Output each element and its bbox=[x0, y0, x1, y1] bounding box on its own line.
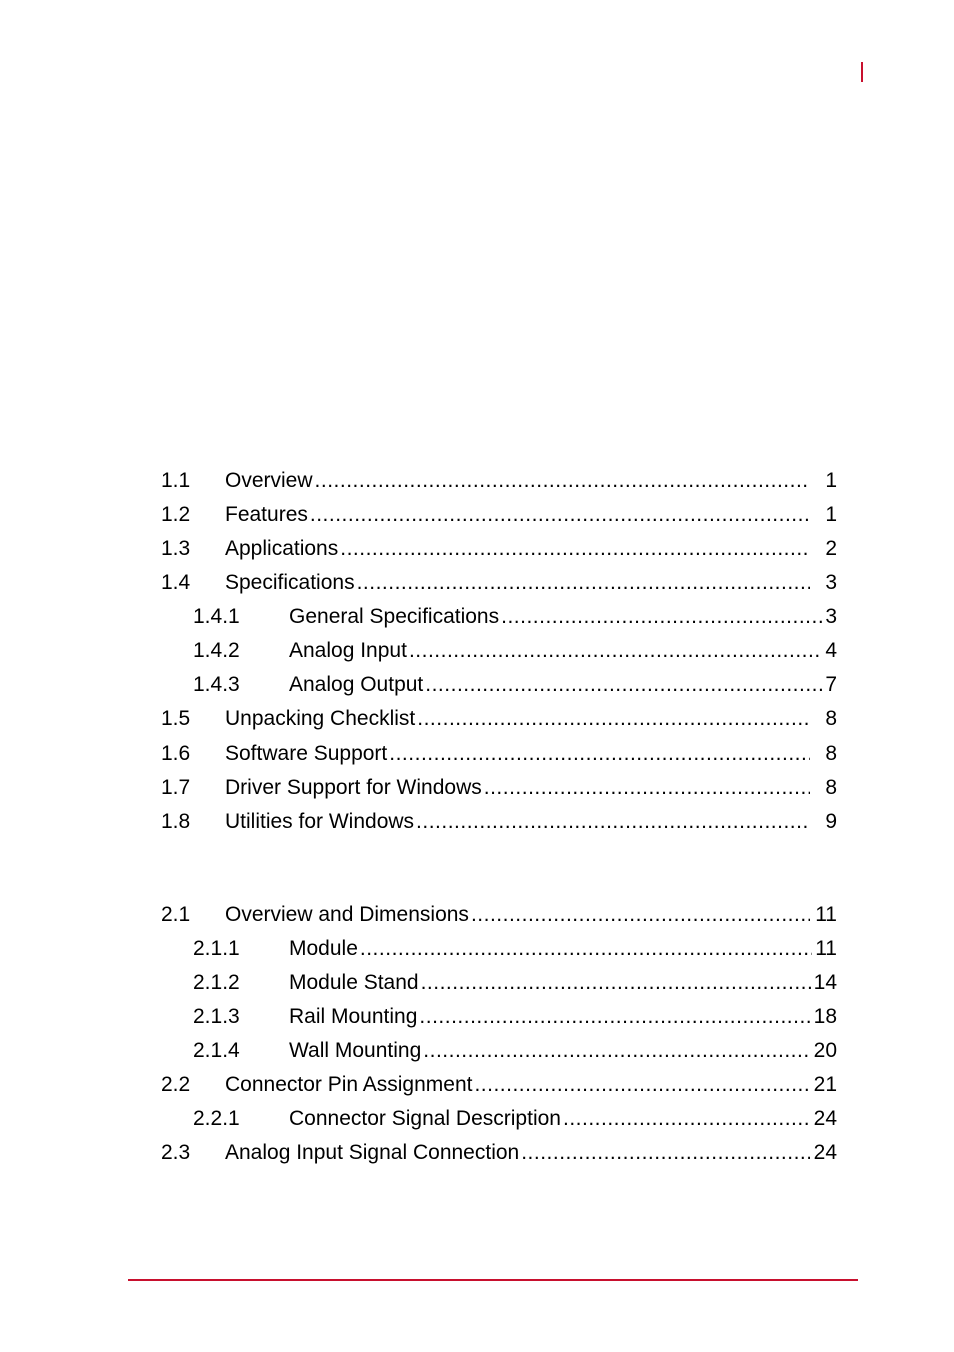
toc-section-number: 1.1 bbox=[161, 469, 191, 492]
toc-dot-leader bbox=[521, 1138, 810, 1168]
toc-page-number: 1 bbox=[825, 469, 837, 492]
toc-dot-leader bbox=[417, 704, 810, 734]
toc-section-title: Utilities for Windows bbox=[225, 810, 415, 833]
toc-section-number: 1.3 bbox=[161, 537, 191, 560]
toc-dot-leader bbox=[421, 968, 811, 998]
toc-entry[interactable] bbox=[161, 534, 837, 564]
toc-dot-leader bbox=[563, 1104, 811, 1134]
toc-dot-leader bbox=[419, 1002, 810, 1032]
toc-dot-leader bbox=[357, 568, 810, 598]
toc-dot-leader bbox=[425, 670, 822, 700]
toc-section-number: 2.1.1 bbox=[193, 937, 240, 960]
toc-dot-leader bbox=[409, 636, 822, 666]
toc-entry[interactable] bbox=[193, 934, 837, 964]
toc-section-title: Analog Input Signal Connection bbox=[225, 1141, 520, 1164]
toc-entry[interactable] bbox=[161, 739, 837, 769]
toc-section-title: Overview bbox=[225, 469, 313, 492]
toc-section-number: 1.4.2 bbox=[193, 639, 240, 662]
toc-page-number: 7 bbox=[825, 673, 837, 696]
toc-entry[interactable] bbox=[161, 807, 837, 837]
toc-section-title: Unpacking Checklist bbox=[225, 707, 416, 730]
toc-entry[interactable] bbox=[161, 1070, 837, 1100]
toc-entry[interactable] bbox=[193, 968, 837, 998]
toc-dot-leader bbox=[416, 807, 810, 837]
toc-dot-leader bbox=[423, 1036, 810, 1066]
toc-section-title: Module Stand bbox=[289, 971, 419, 994]
toc-dot-leader bbox=[389, 739, 810, 769]
toc-section-title: Connector Pin Assignment bbox=[225, 1073, 473, 1096]
toc-entry[interactable] bbox=[161, 568, 837, 598]
toc-dot-leader bbox=[340, 534, 810, 564]
toc-section-number: 1.4.3 bbox=[193, 673, 240, 696]
toc-section-title: Applications bbox=[225, 537, 339, 560]
toc-entry[interactable] bbox=[193, 602, 837, 632]
toc-section-number: 2.2.1 bbox=[193, 1107, 240, 1130]
toc-entry[interactable] bbox=[193, 670, 837, 700]
toc-dot-leader bbox=[310, 500, 810, 530]
toc-entry[interactable] bbox=[161, 466, 837, 496]
toc-entry[interactable] bbox=[161, 900, 837, 930]
toc-section-title: Driver Support for Windows bbox=[225, 776, 482, 799]
toc-page-number: 8 bbox=[825, 776, 837, 799]
toc-dot-leader bbox=[360, 934, 812, 964]
toc-section-title: Specifications bbox=[225, 571, 355, 594]
toc-section-number: 1.6 bbox=[161, 742, 191, 765]
toc-page-number: 9 bbox=[825, 810, 837, 833]
toc-section-title: Software Support bbox=[225, 742, 388, 765]
toc-page-number: 3 bbox=[825, 605, 837, 628]
toc-section-title: Overview and Dimensions bbox=[225, 903, 469, 926]
toc-page-number: 4 bbox=[825, 639, 837, 662]
toc-section-title: General Specifications bbox=[289, 605, 500, 628]
toc-section-number: 1.4.1 bbox=[193, 605, 240, 628]
toc-dot-leader bbox=[315, 466, 810, 496]
toc-page-number: 3 bbox=[825, 571, 837, 594]
toc-entry[interactable] bbox=[193, 1104, 837, 1134]
toc-page-number: 24 bbox=[813, 1141, 837, 1164]
toc-section-number: 1.7 bbox=[161, 776, 191, 799]
toc-section-title: Rail Mounting bbox=[289, 1005, 418, 1028]
toc-entry[interactable] bbox=[161, 704, 837, 734]
toc-page-number: 8 bbox=[825, 742, 837, 765]
toc-section-title: Module bbox=[289, 937, 358, 960]
toc-section-title: Analog Output bbox=[289, 673, 424, 696]
toc-entry[interactable] bbox=[161, 500, 837, 530]
toc-section-number: 2.2 bbox=[161, 1073, 191, 1096]
toc-page-number: 1 bbox=[825, 503, 837, 526]
toc-dot-leader bbox=[471, 900, 810, 930]
toc-section-number: 2.3 bbox=[161, 1141, 191, 1164]
toc-entry[interactable] bbox=[161, 773, 837, 803]
toc-entry[interactable] bbox=[193, 636, 837, 666]
toc-section-number: 2.1.3 bbox=[193, 1005, 240, 1028]
toc-page-number: 11 bbox=[815, 903, 837, 926]
toc-section-title: Features bbox=[225, 503, 308, 526]
toc-section-number: 1.2 bbox=[161, 503, 191, 526]
toc-page-number: 18 bbox=[813, 1005, 837, 1028]
toc-section-number: 1.5 bbox=[161, 707, 191, 730]
toc-section-number: 1.4 bbox=[161, 571, 191, 594]
toc-section-title: Wall Mounting bbox=[289, 1039, 422, 1062]
toc-page-number: 14 bbox=[813, 971, 837, 994]
toc-entry[interactable] bbox=[193, 1002, 837, 1032]
toc-page-number: 11 bbox=[815, 937, 837, 960]
toc-dot-leader bbox=[501, 602, 822, 632]
toc-section-number: 2.1.4 bbox=[193, 1039, 240, 1062]
toc-entry[interactable] bbox=[193, 1036, 837, 1066]
toc-dot-leader bbox=[484, 773, 810, 803]
toc-section-title: Analog Input bbox=[289, 639, 407, 662]
toc-page-number: 20 bbox=[813, 1039, 837, 1062]
toc-section-title: Connector Signal Description bbox=[289, 1107, 561, 1130]
footer-rule bbox=[128, 1279, 858, 1281]
toc-page-number: 24 bbox=[813, 1107, 837, 1130]
toc-section-number: 2.1 bbox=[161, 903, 191, 926]
toc-section-number: 1.8 bbox=[161, 810, 191, 833]
toc-section-number: 2.1.2 bbox=[193, 971, 240, 994]
toc-page-number: 8 bbox=[825, 707, 837, 730]
toc-dot-leader bbox=[474, 1070, 810, 1100]
toc-entry[interactable] bbox=[161, 1138, 837, 1168]
toc-page-number: 21 bbox=[813, 1073, 837, 1096]
toc-page-number: 2 bbox=[825, 537, 837, 560]
